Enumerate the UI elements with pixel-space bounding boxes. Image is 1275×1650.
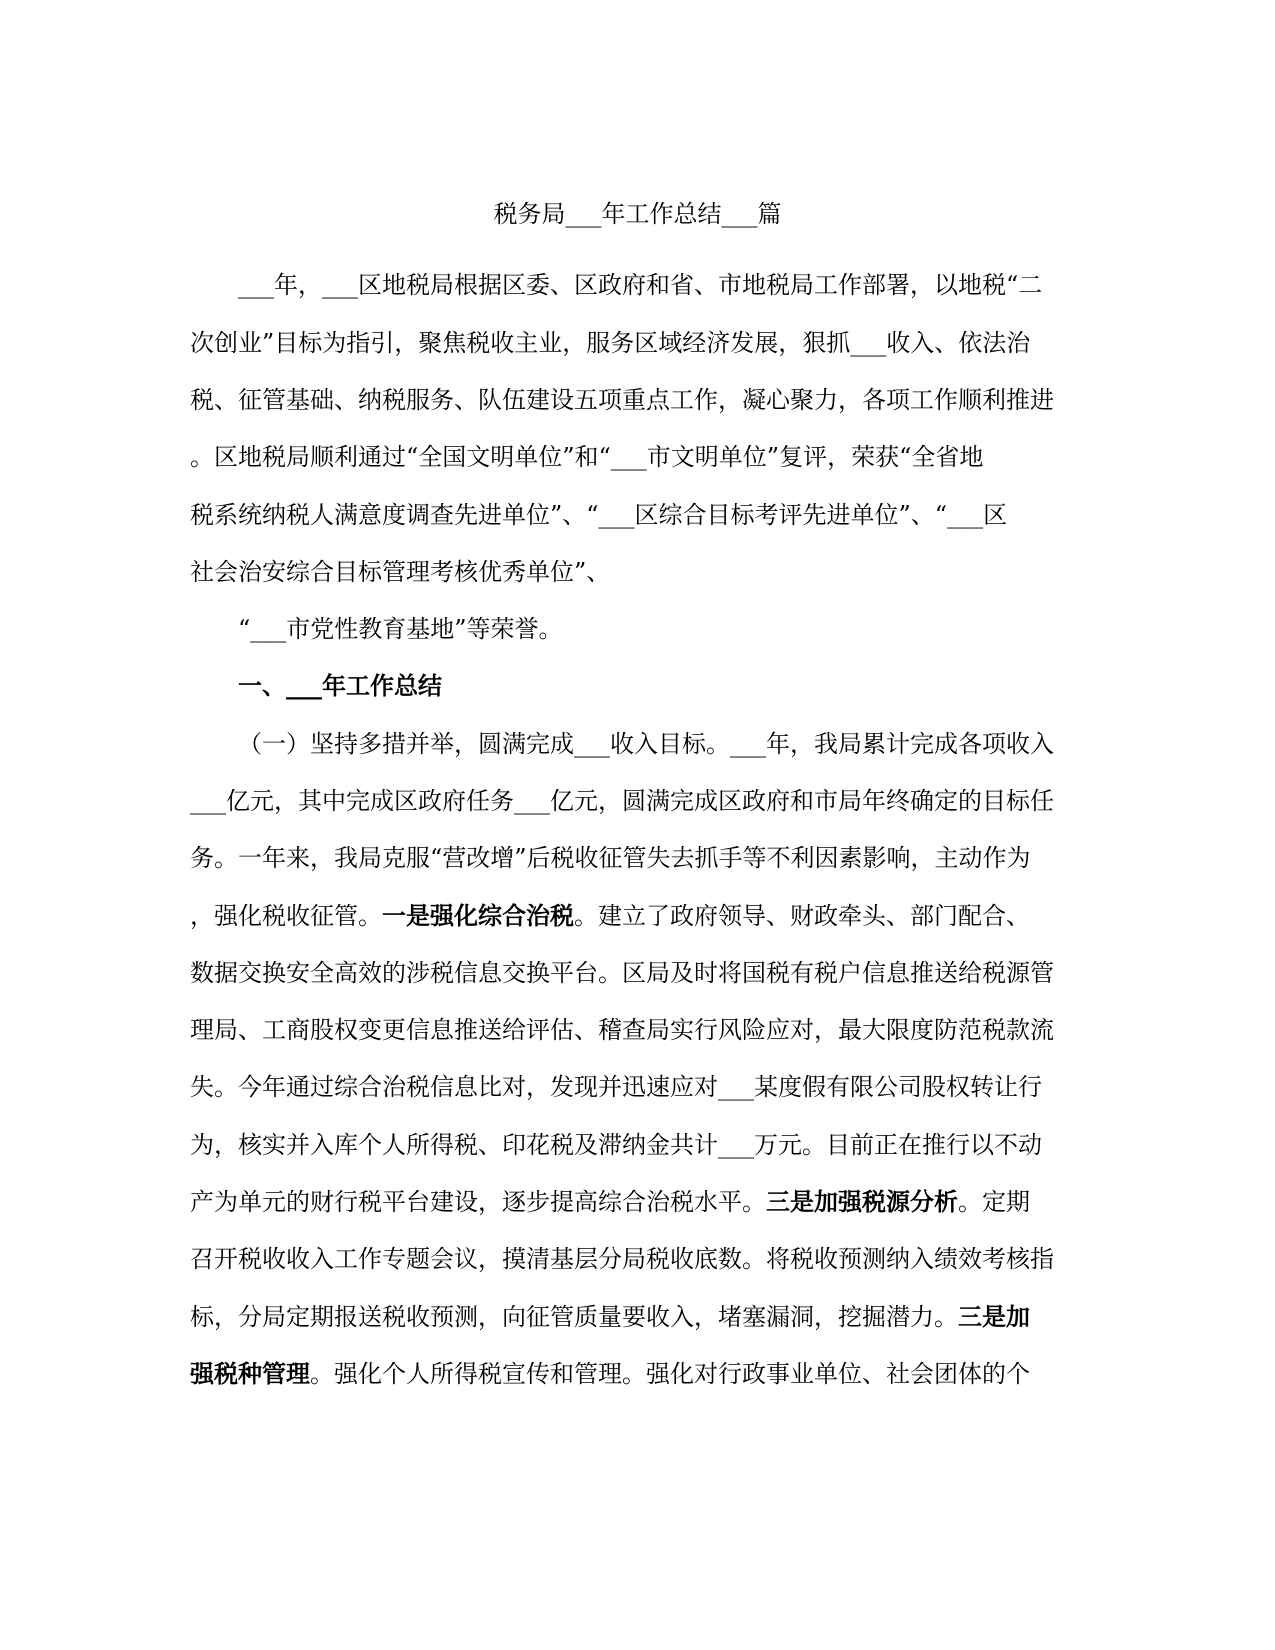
- body-line-4: [190, 887, 1080, 945]
- body-line-4-post: 。建立了政府领导、财政牵头、部门配合、: [574, 902, 1030, 930]
- honor-line: “___市党性教育基地”等荣誉。: [238, 615, 563, 643]
- body-line-11-pre: 标，分局定期报送税收预测，向征管质量要收入，堵塞漏洞，挖掘潜力。: [190, 1303, 958, 1331]
- body-line-9: [190, 1173, 1080, 1231]
- body-line-2: ___亿元，其中完成区政府任务___亿元，圆满完成区政府和市局年终确定的目标任: [190, 787, 1054, 815]
- body-line-5: 数据交换安全高效的涉税信息交换平台。区局及时将国税有税户信息推送给税源管: [190, 959, 1054, 987]
- key-point-tax-source-analysis: 三是加强税源分析: [766, 1187, 958, 1216]
- document-title: 税务局___年工作总结___篇: [493, 200, 782, 228]
- intro-line-5: 税系统纳税人满意度调查先进单位”、“___区综合目标考评先进单位”、“___区: [190, 501, 1008, 529]
- body-line-1: （一）坚持多措并举，圆满完成___收入目标。___年，我局累计完成各项收入: [238, 730, 1054, 758]
- intro-line-4: 。区地税局顺利通过“全国文明单位”和“___市文明单位”复评，荣获“全省地: [190, 443, 984, 471]
- body-line-9-pre: 产为单元的财行税平台建设，逐步提高综合治税水平。: [190, 1188, 766, 1216]
- key-point-comprehensive-tax: 一是强化综合治税: [382, 901, 574, 930]
- body-line-9-post: 。定期: [958, 1188, 1030, 1216]
- intro-line-6: 社会治安综合目标管理考核优秀单位”、: [190, 558, 611, 586]
- body-line-7: 失。今年通过综合治税信息比对，发现并迅速应对___某度假有限公司股权转让行: [190, 1073, 1042, 1101]
- body-line-6: 理局、工商股权变更信息推送给评估、稽查局实行风险应对，最大限度防范税款流: [190, 1016, 1054, 1044]
- key-point-tax-type-end: 强税种管理: [190, 1359, 310, 1388]
- body-line-3: 务。一年来，我局克服“营改增”后税收征管失去抓手等不利因素影响，主动作为: [190, 844, 1031, 872]
- section-heading: 一、___年工作总结: [238, 671, 442, 700]
- body-line-11: [190, 1288, 1080, 1346]
- body-line-10: 召开税收收入工作专题会议，摸清基层分局税收底数。将税收预测纳入绩效考核指: [190, 1245, 1054, 1273]
- body-line-12: [190, 1345, 1080, 1403]
- body-line-4-pre: ，强化税收征管。: [190, 902, 382, 930]
- body-line-12-post: 。强化个人所得税宣传和管理。强化对行政事业单位、社会团体的个: [310, 1360, 1030, 1388]
- intro-line-2: 次创业”目标为指引，聚焦税收主业，服务区域经济发展，狠抓___收入、依法治: [190, 329, 1031, 357]
- body-line-8: 为，核实并入库个人所得税、印花税及滞纳金共计___万元。目前正在推行以不动: [190, 1131, 1042, 1159]
- intro-line-3: 税、征管基础、纳税服务、队伍建设五项重点工作，凝心聚力，各项工作顺利推进: [190, 386, 1054, 414]
- key-point-tax-type-start: 三是加: [958, 1302, 1030, 1331]
- intro-line-1: ___年，___区地税局根据区委、区政府和省、市地税局工作部署，以地税“二: [238, 271, 1043, 299]
